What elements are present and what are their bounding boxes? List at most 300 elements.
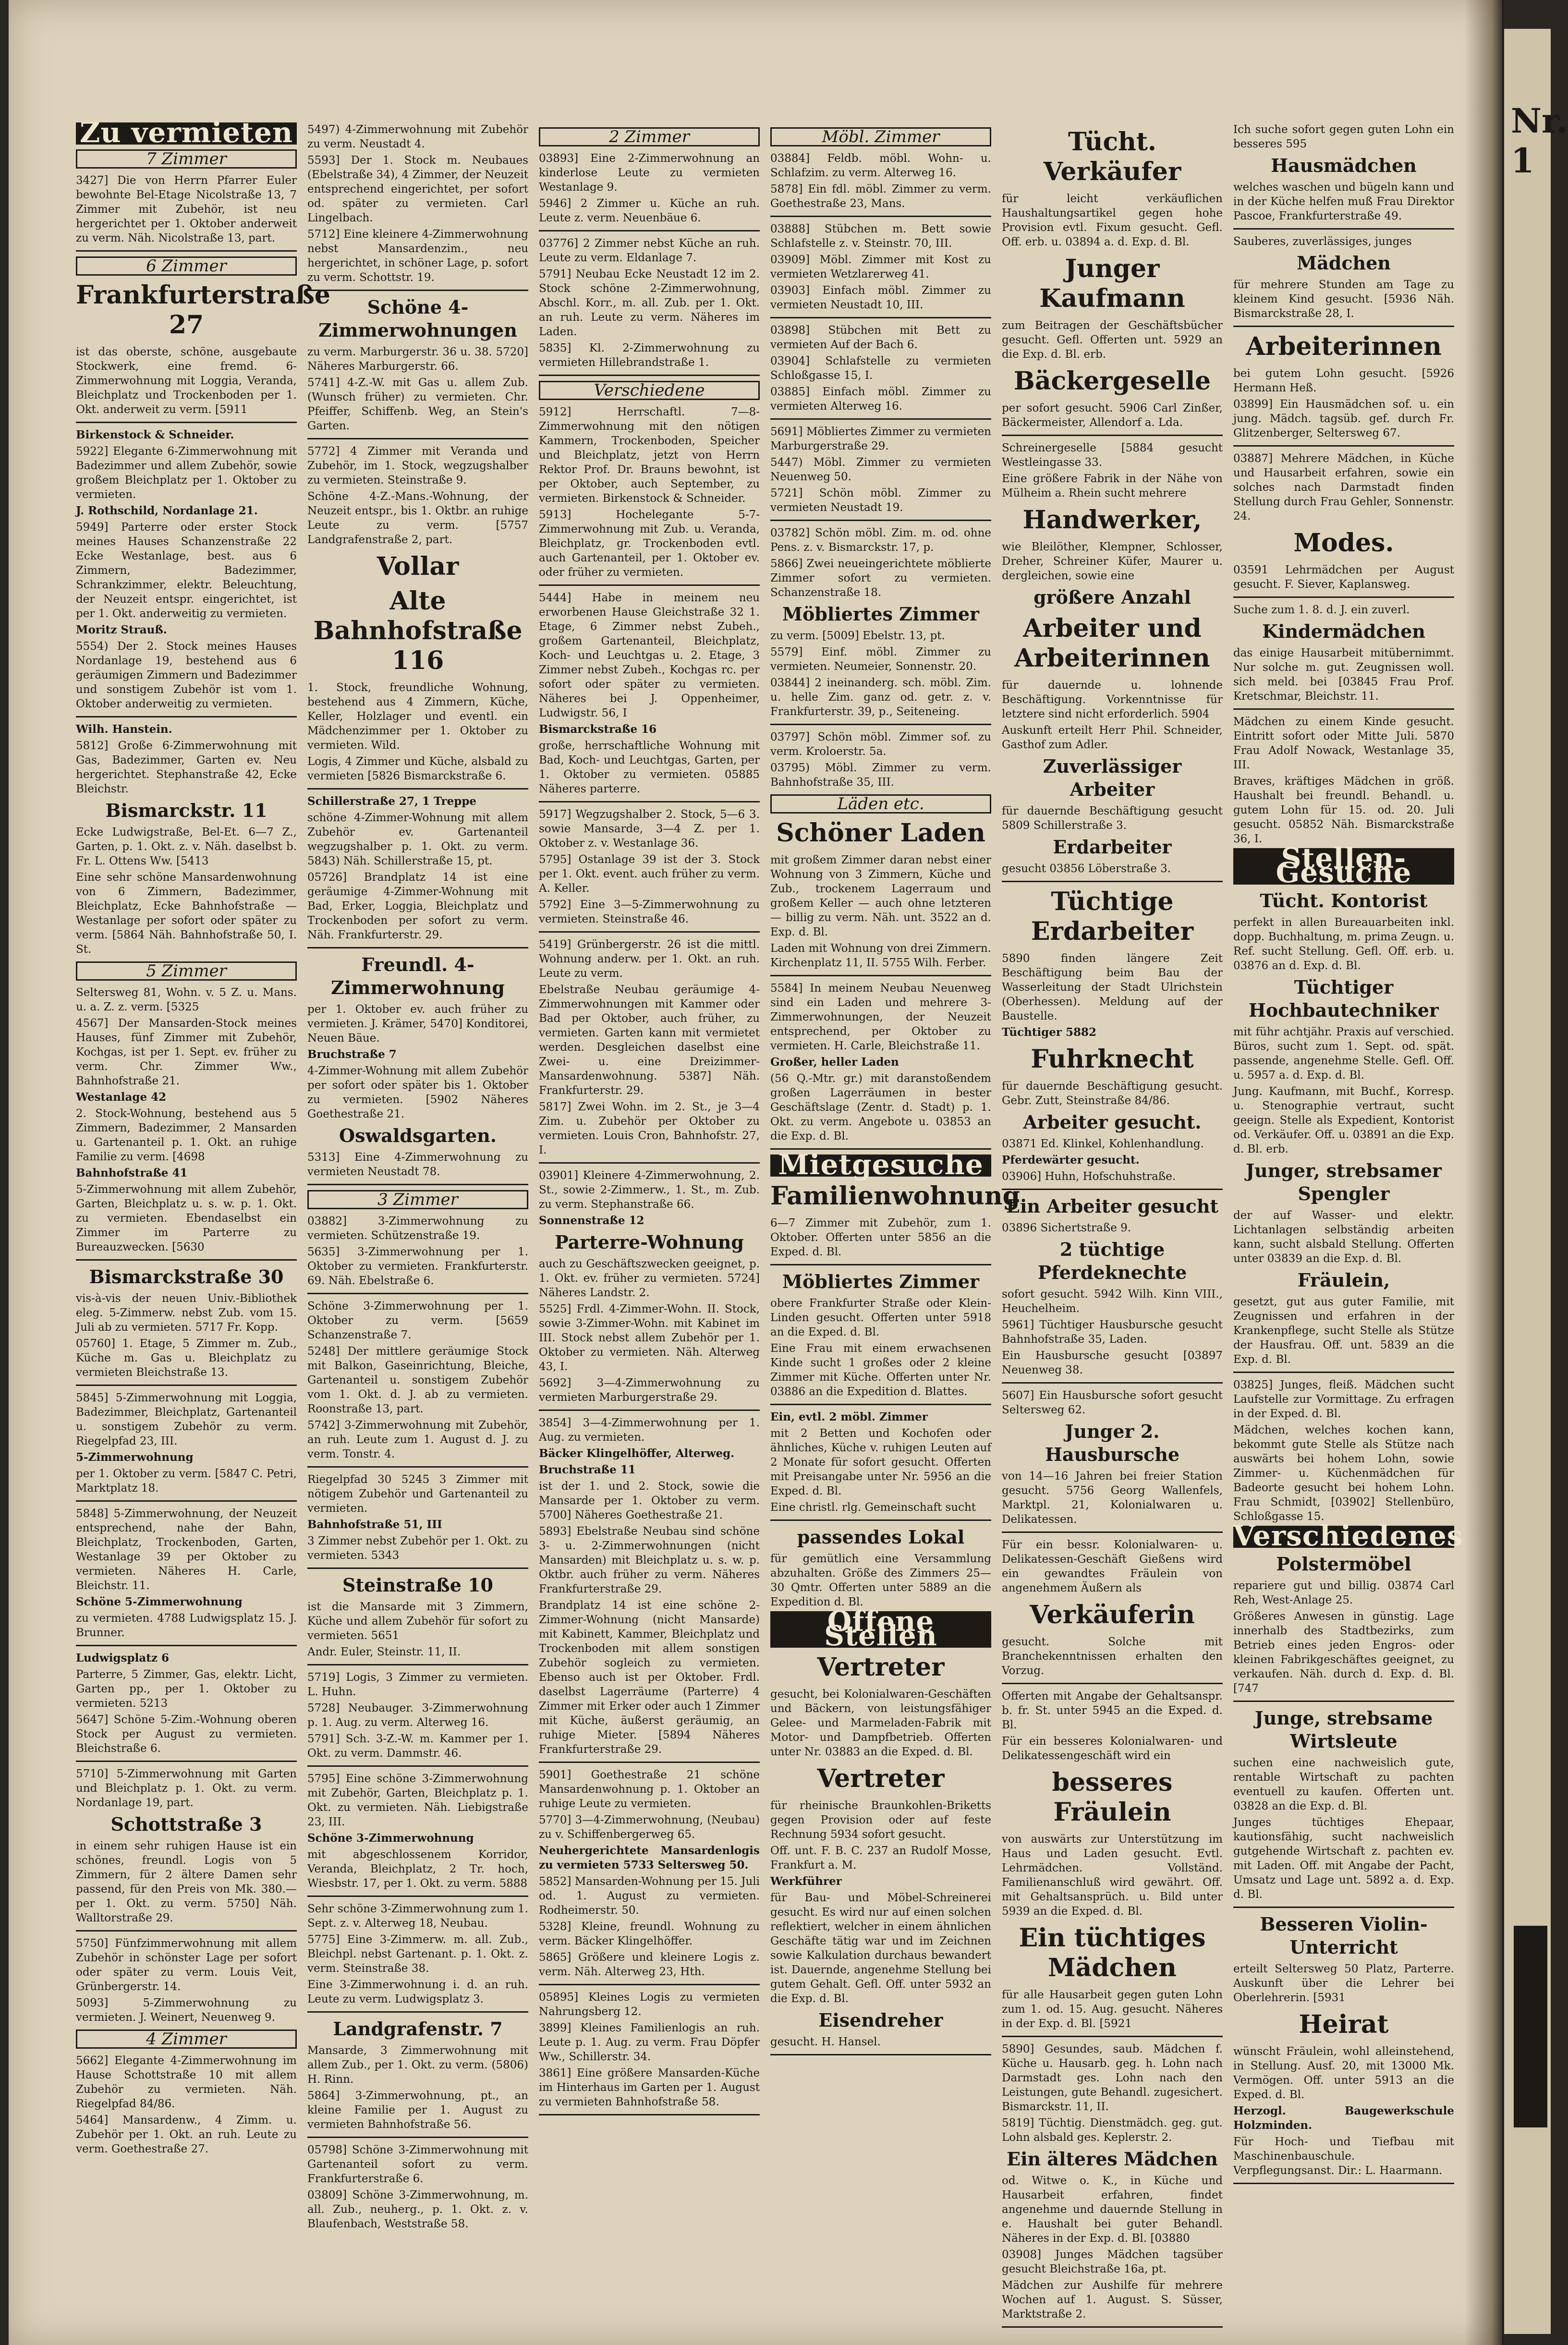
ad-bold-line: Bahnhofstraße 51, III xyxy=(307,1518,442,1531)
divider xyxy=(539,931,760,933)
divider xyxy=(1233,445,1454,447)
ad-text: suchen eine nachweislich gute, rentable Wirtschaft zu pachten eventuell zu kaufen. Offerten unt. 03828 an die Exp. d. Bl. xyxy=(1233,1757,1454,1812)
ad-text: Eine größere Fabrik in der Nähe von Mülheim a. Rhein sucht mehrere xyxy=(1002,473,1223,499)
ad-text: bei gutem Lohn gesucht. [5926 Hermann Heß. xyxy=(1233,367,1454,394)
ad-headline: Bäckergeselle xyxy=(1013,366,1211,396)
divider xyxy=(76,422,297,423)
ad-text: 03591 Lehrmädchen per August gesucht. F. Siever, Kaplansweg. xyxy=(1233,564,1454,591)
ad-text: 5791] Neubau Ecke Neustadt 12 im 2. Stock schöne 2-Zimmerwohnung, Abschl. Korr., m. all. Zub. per 1. Okt. an ruh. Leute zu verm. Näheres im Laden. xyxy=(539,268,760,338)
ad-text: per 1. Oktober zu verm. [5847 C. Petri, Marktplatz 18. xyxy=(76,1468,297,1494)
adjacent-page-edge xyxy=(1504,29,1568,2334)
ad-text: Sehr schöne 3-Zimmerwohnung zum 1. Sept. z. v. Alterweg 18, Neubau. xyxy=(307,1903,528,1930)
ad-text: ist das oberste, schöne, ausgebaute Stockwerk, eine fremd. 6-Zimmerwohnung mit Loggia, Veranda, Bleichplatz und Trockenboden per 1. Okt. anderweit zu verm. [5911 xyxy=(76,346,297,416)
ad-subheadline: Schöne 4-Zimmerwohnungen xyxy=(318,296,517,341)
divider xyxy=(770,724,991,725)
ad-subheadline: Besseren Violin-Unterricht xyxy=(1260,1913,1428,1958)
ad-subheadline: Möbliertes Zimmer xyxy=(782,603,980,625)
ad-text: 5447) Möbl. Zimmer zu vermieten Neuenweg 50. xyxy=(770,456,991,483)
ad-text: 5845] 5-Zimmerwohnung mit Loggia, Badezimmer, Bleichplatz, Gartenanteil u. sonstigem Zubehör zu verm. Riegelpfad 23, III. xyxy=(76,1392,297,1447)
ad-subheadline: Arbeiter gesucht. xyxy=(1023,1111,1202,1133)
divider xyxy=(770,2054,991,2055)
ad-text: 4-Zimmer-Wohnung mit allem Zubehör per sofort oder später bis 1. Oktober zu vermieten. [5902 Näheres Goethestraße 21. xyxy=(307,1065,528,1120)
ad-headline: Arbeiterinnen xyxy=(1246,332,1442,361)
ad-text: 03825] Junges, fleiß. Mädchen sucht Laufstelle zur Vormittage. Zu erfragen in der Exped. d. Bl. xyxy=(1233,1379,1454,1420)
ad-text: zu verm. Marburgerstr. 36 u. 38. 5720] Näheres Marburgerstr. 66. xyxy=(307,346,528,373)
ad-text: Ich suche sofort gegen guten Lohn ein besseres 595 xyxy=(1233,123,1454,150)
ad-subheadline: Zuverlässiger Arbeiter xyxy=(1043,755,1182,800)
ad-headline: Vertreter xyxy=(817,1764,945,1793)
divider xyxy=(1002,881,1223,882)
ad-text: 03844] 2 ineinanderg. sch. möbl. Zim. u. helle Zim. ganz od. getr. z. v. Frankfurterstr. 39, p., Seiteneing. xyxy=(770,677,991,718)
ad-text: 2. Stock-Wohnung, bestehend aus 5 Zimmern, Badezimmer, 2 Mansarden u. Gartenanteil p. 1. Okt. an ruhige Familie zu verm. [4698 xyxy=(76,1107,297,1163)
ad-subheadline: 2 tüchtige Pferdeknechte xyxy=(1037,1239,1187,1283)
divider xyxy=(1233,2183,1454,2184)
ad-text: 5525] Frdl. 4-Zimmer-Wohn. II. Stock, sowie 3-Zimmer-Wohn. mit Kabinet im III. Stock nebst allem Zubehör per 1. Oktober zu vermieten. Näh. Alterweg 43, I. xyxy=(539,1303,760,1373)
ad-text: 5248] Der mittlere geräumige Stock mit Balkon, Gaseinrichtung, Bleiche, Gartenanteil u. sonstigem Zubehör vom 1. Okt. d. J. ab zu vermieten. Roonstraße 13, part. xyxy=(307,1345,528,1415)
ad-text: 3427] Die von Herrn Pfarrer Euler bewohnte Bel-Etage Nicolstraße 13, 7 Zimmer mit Zubehör, ist neu hergerichtet per 1. Oktober anderweit zu verm. Näh. Nicolstraße 13, part. xyxy=(76,174,297,244)
ad-bold-line: Neuhergerichtete Mansardenlogis zu vermieten 5733 Seltersweg 50. xyxy=(539,1844,760,1871)
ad-subheadline: Erdarbeiter xyxy=(1053,836,1172,858)
ad-text: Größeres Anwesen in günstig. Lage innerhalb des Stadtbezirks, zum Betrieb eines jeden Engros- oder kleinen Fabrikgeschäftes geeignet, zu verkaufen. Näh. durch d. Exp. d. Bl. [747 xyxy=(1233,1610,1454,1695)
ad-text: 5922] Elegante 6-Zimmerwohnung mit Badezimmer und allem Zubehör, sowie großem Bleichplatz per 1. Oktober zu vermieten. xyxy=(76,445,297,501)
divider xyxy=(307,2137,528,2138)
divider xyxy=(770,1264,991,1265)
ad-text: vis-à-vis der neuen Univ.-Bibliothek eleg. 5-Zimmerw. nebst Zub. vom 15. Juli ab zu vermieten. 5717 Fr. Kopp. xyxy=(76,1292,297,1334)
divider xyxy=(1002,1189,1223,1190)
ad-text: zu vermieten. 4788 Ludwigsplatz 15. J. Brunner. xyxy=(76,1612,297,1639)
ad-text: Brandplatz 14 ist eine schöne 2-Zimmer-Wohnung (nicht Mansarde) mit Kabinett, Kammer, Bleichplatz und Trockenboden mit allem sonstigen Zubehör sogleich zu vermieten. Ebenso auch ist per Oktober. Frdl. daselbst Lagerräume (Parterre) 4 Zimmer mit Erker oder auch 1 Zimmer mit Küche, äußerst geräumig, an ruhige Mieter. [5894 Näheres Frankfurterstraße 29. xyxy=(539,1599,760,1756)
ad-bold-line: Wilh. Hanstein. xyxy=(76,723,172,736)
ad-subheadline: Parterre-Wohnung xyxy=(555,1231,744,1253)
page-gutter xyxy=(1465,0,1503,2345)
ad-headline: Vertreter xyxy=(817,1652,945,1682)
ad-text: wie Bleilöther, Klempner, Schlosser, Dreher, Schreiner Küfer, Maurer u. dergleichen, sowie eine xyxy=(1002,541,1223,582)
ad-bold-line: Großer, heller Laden xyxy=(770,1056,899,1069)
ad-text: für dauernde Beschäftigung gesucht. Gebr. Zutt, Steinstraße 84/86. xyxy=(1002,1080,1223,1107)
ad-subheadline: passendes Lokal xyxy=(797,1526,965,1548)
ad-text: Logis, 4 Zimmer und Küche, alsbald zu vermieten [5826 Bismarckstraße 6. xyxy=(307,755,528,782)
ad-text: 5093] 5-Zimmerwohnung zu vermieten. J. Weinert, Neuenweg 9. xyxy=(76,1997,297,2024)
section-heading: Verschiedenes xyxy=(1233,1519,1463,1552)
ad-subheadline: Ein älteres Mädchen xyxy=(1007,2148,1218,2170)
ad-text: 5464] Mansardenw., 4 Zimm. u. Zubehör per 1. Okt. an ruh. Leute zu verm. Goethestraße 27. xyxy=(76,2114,297,2155)
ad-text: 5949] Parterre oder erster Stock meines Hauses Schanzenstraße 22 Ecke Westanlage, best. aus 6 Zimmern, Badezimmer, Schrankzimmer, elektr. Beleuchtung, der Neuzeit entspr. eingerichtet, ist per 1. Okt. anderweitig zu vermieten. xyxy=(76,521,297,620)
divider xyxy=(770,317,991,318)
ad-text: Jung. Kaufmann, mit Buchf., Korresp. u. Stenographie vertraut, sucht geeign. Stelle als Expedient, Kontorist od. Verkäufer. Off. u. 03891 an die Exp. d. Bl. erb. xyxy=(1233,1085,1454,1155)
ad-text: 03899] Ein Hausmädchen sof. u. ein jung. Mädch. tagsüb. gef. durch Fr. Glitzenberger, Seltersweg 67. xyxy=(1233,398,1454,439)
ad-text: das einige Hausarbeit mitübernimmt. Nur solche m. gut. Zeugnissen woll. sich meld. bei [03845 Frau Prof. Kretschmar, Bleichstr. 11. xyxy=(1233,647,1454,703)
divider xyxy=(770,216,991,217)
ad-text: Offerten mit Angabe der Gehaltsanspr. b. fr. St. unter 5945 an die Exped. d. Bl. xyxy=(1002,1690,1223,1731)
category-heading: 4 Zimmer xyxy=(76,2029,297,2049)
ad-subheadline: Ein Arbeiter gesucht xyxy=(1006,1195,1218,1217)
ad-text: für rheinische Braunkohlen-Briketts gegen Provision oder auf feste Rechnung 5934 sofort gesucht. xyxy=(770,1799,991,1841)
category-heading: 2 Zimmer xyxy=(539,127,760,146)
ad-text: 5719] Logis, 3 Zimmer zu vermieten. L. Huhn. xyxy=(307,1671,528,1698)
ad-text: 5812] Große 6-Zimmerwohnung mit Gas, Badezimmer, Garten ev. Neu hergerichtet. Stephanstraße 42, Ecke Bleichstr. xyxy=(76,740,297,795)
ad-text: ist die Mansarde mit 3 Zimmern, Küche und allem Zubehör für sofort zu vermieten. 5651 xyxy=(307,1601,528,1642)
ad-text: Eine sehr schöne Mansardenwohnung von 6 Zimmern, Badezimmer, Bleichplatz, Ecke Bahnhofstraße — Westanlage per sofort oder später zu verm. [5864 Näh. Bahnhofstraße 50, I. St. xyxy=(76,871,297,956)
category-heading: 7 Zimmer xyxy=(76,149,297,169)
ad-text: 5593] Der 1. Stock m. Neubaues (Ebelstraße 34), 4 Zimmer, der Neuzeit entsprechend eingerichtet, per sofort od. später zu vermieten. Carl Lingelbach. xyxy=(307,154,528,224)
ad-text: Für Hoch- und Tiefbau mit Maschinenbauschule. Verpflegungsanst. Dir.: L. Haarmann. xyxy=(1233,2136,1454,2177)
divider xyxy=(76,250,297,252)
section-heading: Stellen-Gesuche xyxy=(1233,848,1454,885)
divider xyxy=(1233,326,1454,327)
ad-text: per sofort gesucht. 5906 Carl Zinßer, Bäckermeister, Allendorf a. Lda. xyxy=(1002,402,1223,429)
adjacent-page-black-block xyxy=(1514,1926,1547,2127)
ad-headline: Handwerker, xyxy=(1022,505,1202,535)
ad-text: 5721] Schön möbl. Zimmer zu vermieten Neustadt 19. xyxy=(770,487,991,514)
divider xyxy=(307,788,528,790)
divider xyxy=(307,290,528,291)
ad-bold-line: 5-Zimmerwohnung xyxy=(76,1451,194,1464)
ad-headline: Tücht. Verkäufer xyxy=(1043,127,1181,186)
ad-text: gesetzt, gut aus guter Familie, mit Zeugnissen und erfahren in der Krankenpflege, sucht Stelle als Stütze der Hausfrau. Off. unt. 5839 an die Exp. d. Bl. xyxy=(1233,1296,1454,1366)
ad-text: 05760] 1. Etage, 5 Zimmer m. Zub., Küche m. Gas u. Bleichplatz zu vermieten Bleichstraße 13. xyxy=(76,1337,297,1379)
divider xyxy=(307,947,528,948)
ad-subheadline: Oswaldsgarten. xyxy=(339,1125,497,1146)
divider xyxy=(539,801,760,802)
ad-text: 5913] Hochelegante 5-7-Zimmerwohnung mit Zub. u. Veranda, Bleichplatz, gr. Trockenboden evtl. auch Gartenanteil, per 1. Oktober ev. oder früher zu vermieten. xyxy=(539,509,760,579)
ad-text: 05895] Kleines Logis zu vermieten Nahrungsberg 12. xyxy=(539,1991,760,2018)
divider xyxy=(76,1385,297,1386)
ad-bold-line: Birkenstock & Schneider. xyxy=(76,428,234,441)
category-heading: Möbl. Zimmer xyxy=(770,127,991,146)
divider xyxy=(539,1162,760,1164)
ad-subheadline: Bismarckstr. 11 xyxy=(105,800,267,821)
ad-subheadline: Hausmädchen xyxy=(1271,155,1417,176)
ad-text: 03885] Einfach möbl. Zimmer zu vermieten Alterweg 16. xyxy=(770,386,991,413)
ad-bold-line: Ludwigsplatz 6 xyxy=(76,1652,169,1665)
ad-text: 5890] Gesundes, saub. Mädchen f. Küche u. Hausarb. geg. h. Lohn nach Darmstadt ges. Lohn nach den Leistungen, gute Behandl. zugesichert. Bismarckstr. 11, II. xyxy=(1002,2043,1223,2113)
divider xyxy=(76,716,297,717)
ad-text: 5497) 4-Zimmerwohnung mit Zubehör zu verm. Neustadt 4. xyxy=(307,123,528,150)
divider xyxy=(770,1404,991,1405)
divider xyxy=(76,1930,297,1932)
ad-text: 03797] Schön möbl. Zimmer sof. zu verm. Kroloerstr. 5a. xyxy=(770,731,991,758)
column-2 xyxy=(307,122,528,2303)
ad-text: von 14—16 Jahren bei freier Station gesucht. 5756 Georg Wallenfels, Marktpl. 21, Kolonialwaren u. Delikatessen. xyxy=(1002,1470,1223,1526)
ad-text: 3 Zimmer nebst Zubehör per 1. Okt. zu vermieten. 5343 xyxy=(307,1535,528,1562)
ad-text: 03882] 3-Zimmerwohnung zu vermieten. Schützenstraße 19. xyxy=(307,1215,528,1242)
ad-subheadline: Polstermöbel xyxy=(1276,1553,1411,1575)
category-heading: 5 Zimmer xyxy=(76,961,297,981)
ad-text: mit abgeschlossenem Korridor, Veranda, Bleichplatz, 2 Tr. hoch, Wiesbstr. 17, per 1. Okt. zu verm. 5888 xyxy=(307,1848,528,1890)
ad-headline: Arbeiter und Arbeiterinnen xyxy=(1014,614,1210,673)
ad-subheadline: Eisendreher xyxy=(818,2009,943,2031)
ad-text: obere Frankfurter Straße oder Klein-Linden gesucht. Offerten unter 5918 an die Exped. d. Bl. xyxy=(770,1297,991,1338)
ad-text: 5772] 4 Zimmer mit Veranda und Zubehör, im 1. Stock, wegzugshalber zu vermieten. Steinstraße 9. xyxy=(307,445,528,486)
divider xyxy=(76,1645,297,1646)
divider xyxy=(307,1895,528,1897)
ad-subheadline: Junger, strebsamer Spengler xyxy=(1246,1160,1442,1204)
ad-text: Junges tüchtiges Ehepaar, kautionsfähig, sucht nachweislich gutgehende Wirtschaft z. pachten ev. mit Laden. Off. mit Angabe der Pacht, Umsatz und Lage unt. 5892 a. d. Exp. d. Bl. xyxy=(1233,1816,1454,1901)
divider xyxy=(1002,2326,1223,2328)
ad-bold-line: Tüchtiger 5882 xyxy=(1002,1026,1097,1039)
ad-text: Ebelstraße Neubau geräumige 4-Zimmerwohnungen mit Kammer oder Bad per Oktober, auch früher, zu vermieten. Garten kann mit vermietet werden. Desgleichen daselbst eine Zwei- u. eine Dreizimmer-Mansardenwohnung. 5387] Näh. Frankfurterstr. 29. xyxy=(539,984,760,1097)
ad-bold-line: J. Rothschild, Nordanlage 21. xyxy=(76,504,258,517)
ad-text: 5795] Ostanlage 39 ist der 3. Stock per 1. Okt. event. auch früher zu verm. A. Keller. xyxy=(539,853,760,895)
ad-text: Ecke Ludwigstraße, Bel-Et. 6—7 Z., Garten, p. 1. Okt. z. v. Näh. daselbst b. Fr. L. Ottens Ww. [5413 xyxy=(76,826,297,867)
ad-bold-line: Bismarckstraße 16 xyxy=(539,723,657,736)
ad-text: 5728] Neubauger. 3-Zimmerwohnung p. 1. Aug. zu verm. Alterweg 16. xyxy=(307,1702,528,1729)
ad-headline: Schöner Laden xyxy=(776,818,985,848)
divider xyxy=(1233,228,1454,230)
column-6 xyxy=(1233,122,1463,2303)
divider xyxy=(770,975,991,976)
ad-text: 03871 Ed. Klinkel, Kohlenhandlung. xyxy=(1002,1138,1204,1150)
divider xyxy=(770,1519,991,1521)
category-heading: Läden etc. xyxy=(770,794,991,814)
ad-subheadline: Landgrafenstr. 7 xyxy=(333,2018,503,2040)
ad-text: mit großem Zimmer daran nebst einer Wohnung von 3 Zimmern, Küche und Zub., trockenem Lagerraum und großem Keller — auch ohne letzteren — billig zu verm. Näh. unt. 3522 an d. Exp. d. Bl. xyxy=(770,854,991,938)
ad-text: für alle Hausarbeit gegen guten Lohn zum 1. od. 15. Aug. gesucht. Näheres in der Exp. d. Bl. [5921 xyxy=(1002,1989,1223,2030)
ad-headline: Ein tüchtiges Mädchen xyxy=(1019,1923,1206,1982)
ad-text: Mädchen zu einem Kinde gesucht. Eintritt sofort oder Mitte Juli. 5870 Frau Adolf Nowack, Westanlage 35, III. xyxy=(1233,716,1454,771)
ad-headline: Modes. xyxy=(1293,528,1394,558)
ad-bold-line: Schöne 3-Zimmerwohnung xyxy=(307,1832,474,1845)
divider xyxy=(770,418,991,420)
ad-bold-line: Schillerstraße 27, 1 Treppe xyxy=(307,795,477,808)
ad-text: 5819] Tüchtig. Dienstmädch. geg. gut. Lohn alsbald ges. Keplerstr. 2. xyxy=(1002,2117,1223,2144)
ad-text: 5792] Eine 3—5-Zimmerwohnung zu vermieten. Steinstraße 46. xyxy=(539,899,760,925)
ad-text: 5741] 4-Z.-W. mit Gas u. allem Zub. (Wunsch früher) zu vermieten. Chr. Pfeiffer, Schiffenb. Weg, an Stein's Garten. xyxy=(307,377,528,432)
ad-text: 5750] Fünfzimmerwohnung mit allem Zubehör in schönster Lage per sofort oder später zu verm. Louis Veit, Grünbergerstr. 14. xyxy=(76,1937,297,1993)
divider xyxy=(307,1466,528,1468)
ad-subheadline: größere Anzahl xyxy=(1033,586,1191,608)
ad-text: zu verm. [5009] Ebelstr. 13, pt. xyxy=(770,630,945,642)
divider xyxy=(307,438,528,439)
ad-bold-line: Bahnhofstraße 41 xyxy=(76,1166,188,1179)
ad-text: Braves, kräftiges Mädchen in größ. Haushalt bei freundl. Behandl. u. gutem Lohn für 15. od. 20. Juli gesucht. 05852 Näh. Bismarckstraße 36, I. xyxy=(1233,775,1454,845)
ad-text: zum Beitragen der Geschäftsbücher gesucht. Gefl. Offerten unt. 5929 an die Exp. d. Bl. erb. xyxy=(1002,319,1223,361)
divider xyxy=(539,584,760,586)
ad-text: Parterre, 5 Zimmer, Gas, elektr. Licht, Garten pp., per 1. Oktober zu vermieten. 5213 xyxy=(76,1668,297,1710)
adjacent-page-masthead: Nr. 1 xyxy=(1511,101,1568,181)
divider xyxy=(1233,1372,1454,1373)
ad-subheadline: Kindermädchen xyxy=(1262,620,1425,642)
ad-headline: Frankfurterstraße 27 xyxy=(76,280,330,340)
section-heading: Zu vermieten xyxy=(76,122,297,145)
ad-text: für gemütlich eine Versammlung abzuhalten. Größe des Zimmers 25—30 Qmtr. Offerten unter 5889 an die Expedition d. Bl. xyxy=(770,1553,991,1608)
divider xyxy=(1002,1531,1223,1533)
ad-text: 03908] Junges Mädchen tagsüber gesucht Bleichstraße 16a, pt. xyxy=(1002,2248,1223,2275)
ad-headline: Verkäuferin xyxy=(1030,1600,1195,1629)
divider xyxy=(539,1984,760,1985)
ad-text: gesucht 03856 Löberstraße 3. xyxy=(1002,863,1171,875)
ad-text: gesucht. Solche mit Branchekenntnissen erhalten den Vorzug. xyxy=(1002,1636,1223,1677)
ad-text: 5852] Mansarden-Wohnung per 15. Juli od. 1. August zu vermieten. Rodheimerstr. 50. xyxy=(539,1875,760,1917)
ad-text: 03795) Möbl. Zimmer zu verm. Bahnhofstraße 35, III. xyxy=(770,762,991,789)
ad-bold-line: Sonnenstraße 12 xyxy=(539,1214,644,1227)
ad-text: erteilt Seltersweg 50 Platz, Parterre. Auskunft über die Lehrer bei Oberlehrerin. [5931 xyxy=(1233,1963,1454,2004)
ad-text: Ein Hausbursche gesucht [03897 Neuenweg 38. xyxy=(1002,1349,1223,1376)
ad-text: von auswärts zur Unterstützung im Haus und Laden gesucht. Evtl. Lehrmädchen. Vollständ. Familienanschluß wird gewährt. Off. mit Gehaltsansprüch. u. Bild unter 5939 an die Exped. d. Bl. xyxy=(1002,1833,1223,1918)
ad-text: Schöne 3-Zimmerwohnung per 1. Oktober zu verm. [5659 Schanzenstraße 7. xyxy=(307,1300,528,1341)
ad-text: Andr. Euler, Steinstr. 11, II. xyxy=(307,1646,461,1658)
ad-subheadline: Freundl. 4-Zimmerwohnung xyxy=(331,954,505,998)
ad-text: per 1. Oktober ev. auch früher zu vermieten. J. Krämer, 5470] Konditorei, Neuen Bäue. xyxy=(307,1003,528,1045)
divider xyxy=(539,2114,760,2115)
ad-text: 03906] Huhn, Hofschuhstraße. xyxy=(1002,1170,1176,1183)
ad-text: Riegelpfad 30 5245 3 Zimmer mit nötigem Zubehör und Gartenanteil zu vermieten. xyxy=(307,1473,528,1515)
columns-container xyxy=(76,116,1463,2321)
ad-bold-line: Bäcker Klingelhöffer, Alterweg. xyxy=(539,1447,735,1460)
ad-text: 6—7 Zimmer mit Zubehör, zum 1. Oktober. Offerten unter 5856 an die Exped. d. Bl. xyxy=(770,1217,991,1258)
ad-headline: Alte Bahnhofstraße 116 xyxy=(313,586,523,675)
ad-text: Eine christl. rlg. Gemeinschaft sucht xyxy=(770,1501,976,1514)
ad-text: 5917] Wegzugshalber 2. Stock, 5—6 3. sowie Mansarde, 3—4 Z. per 1. Oktober z. v. Westanlage 36. xyxy=(539,808,760,850)
ad-text: Für ein besseres Kolonialwaren- und Delikatessengeschäft wird ein xyxy=(1002,1735,1223,1762)
ad-text: 5893] Ebelstraße Neubau sind schöne 3- u. 2-Zimmerwohnungen (nicht Mansarden) mit Bleichplatz u. s. w. p. Oktbr. auch früher zu verm. Näheres Frankfurterstraße 29. xyxy=(539,1525,760,1595)
ad-headline: Heirat xyxy=(1299,2010,1389,2039)
ad-text: mit 2 Betten und Kochofen oder ähnliches, Küche v. ruhigen Leuten auf 2 Monate für sofort gesucht. Offerten mit Preisangabe unter Nr. 5956 an die Exped. d. Bl. xyxy=(770,1427,991,1497)
ad-text: mit führ achtjähr. Praxis auf verschied. Büros, sucht zum 1. Sept. od. spät. passende, angenehme Stelle. Gefl. Off. u. 5957 a. d. Exp. d. Bl. xyxy=(1233,1026,1454,1081)
ad-subheadline: Junger 2. Hausbursche xyxy=(1045,1421,1180,1465)
ad-text: 5848] 5-Zimmerwohnung, der Neuzeit entsprechend, nahe der Bahn, Bleichplatz, Trockenboden, Garten, Westanlage 39 per Oktober zu vermieten. Näheres H. Carle, Bleichstr. 11. xyxy=(76,1507,297,1592)
ad-text: ist der 1. und 2. Stock, sowie die Mansarde per 1. Oktober zu verm. 5700] Näheres Goethestraße 21. xyxy=(539,1480,760,1521)
ad-subheadline: Tüchtiger Hochbautechniker xyxy=(1249,976,1439,1021)
ad-text: perfekt in allen Bureauarbeiten inkl. dopp. Buchhaltung, m. prima Zeugn. u. Ref. sucht Stellung. Gefl. Off. erb. u. 03876 an d. Exp. d. Bl. xyxy=(1233,916,1454,972)
ad-headline: Vollar xyxy=(377,552,459,581)
ad-text: 5712] Eine kleinere 4-Zimmerwohnung nebst Mansardenzim., neu hergerichtet, in schöner Lage, p. sofort zu verm. Schottstr. 19. xyxy=(307,228,528,284)
ad-subheadline: Steinstraße 10 xyxy=(342,1574,493,1596)
divider xyxy=(539,375,760,376)
divider xyxy=(1233,1701,1454,1702)
ad-text: Sauberes, zuverlässiges, junges xyxy=(1233,235,1412,248)
ad-text: 5791] Sch. 3-Z.-W. m. Kammer per 1. Okt. zu verm. Dammstr. 46. xyxy=(307,1733,528,1760)
newspaper-page xyxy=(9,0,1502,2345)
ad-text: 5742] 3-Zimmerwohnung mit Zubehör, an ruh. Leute zum 1. August d. J. zu verm. Tonstr. 4. xyxy=(307,1419,528,1460)
ad-text: 5-Zimmerwohnung mit allem Zubehör, Garten, Bleichplatz u. s. w. p. 1. Okt. zu vermieten. Ebendaselbst ein Zimmer im Parterre zu Bureauzwecken. [5630 xyxy=(76,1183,297,1253)
ad-bold-line: Schöne 5-Zimmerwohnung xyxy=(76,1595,243,1608)
ad-bold-line: Werkführer xyxy=(770,1875,842,1888)
ad-text: Eine 3-Zimmerwohnung i. d. an ruh. Leute zu verm. Ludwigsplatz 3. xyxy=(307,1979,528,2005)
ad-text: 1. Stock, freundliche Wohnung, bestehend aus 4 Zimmern, Küche, Keller, Holzlager und eventl. ein Mädchenzimmer per 1. Oktober zu vermieten. Wild. xyxy=(307,681,528,752)
ad-text: 3899] Kleines Familienlogis an ruh. Leute p. 1. Aug. zu verm. Frau Döpfer Ww., Schillerstr. 34. xyxy=(539,2022,760,2063)
ad-text: 5647] Schöne 5-Zim.-Wohnung oberen Stock per August zu vermieten. Bleichstraße 6. xyxy=(76,1713,297,1755)
column-1 xyxy=(76,116,330,2303)
ad-text: für dauernde u. lohnende Beschäftigung. Vorkenntnisse für letztere sind nicht erforderlich. 5904 xyxy=(1002,679,1223,720)
ad-text: Off. unt. F. B. C. 237 an Rudolf Mosse, Frankfurt a. M. xyxy=(770,1845,991,1871)
ad-text: auch zu Geschäftszwecken geeignet, p. 1. Okt. ev. früher zu vermieten. 5724] Näheres Landstr. 2. xyxy=(539,1258,760,1299)
ad-text: 5912] Herrschaftl. 7—8-Zimmerwohnung mit den nötigen Kammern, Trockenboden, Speicher und Bleichplatz, jetzt von Herrn Rektor Prof. Dr. Brauns bewohnt, ist per Oktober, auch September, zu vermieten. Birkenstock & Schneider. xyxy=(539,406,760,505)
ad-subheadline: Mädchen xyxy=(1297,252,1391,274)
ad-text: welches waschen und bügeln kann und in der Küche helfen muß Frau Direktor Pascoe, Frankfurterstraße 49. xyxy=(1233,181,1454,222)
ad-text: 5662] Elegante 4-Zimmerwohnung im Hause Schottstraße 10 mit allem Zubehör zu vermieten. Näh. Riegelpfad 84/86. xyxy=(76,2054,297,2110)
ad-text: od. Witwe o. K., in Küche und Hausarbeit erfahren, findet angenehme und dauernde Stellung in e. Haushalt bei guter Behandl. Näheres in der Exp. d. Bl. [03880 xyxy=(1002,2175,1223,2245)
ad-text: repariere gut und billig. 03874 Carl Reh, West-Anlage 25. xyxy=(1233,1580,1454,1606)
ad-text: Mädchen zur Aushilfe für mehrere Wochen auf 1. August. S. Süsser, Marktstraße 2. xyxy=(1002,2279,1223,2321)
ad-text: 3854] 3—4-Zimmerwohnung per 1. Aug. zu vermieten. xyxy=(539,1417,760,1444)
ad-subheadline: Bismarckstraße 30 xyxy=(89,1266,284,1288)
divider xyxy=(1233,708,1454,710)
ad-text: Auskunft erteilt Herr Phil. Schneider, Gasthof zum Adler. xyxy=(1002,724,1223,751)
ad-text: sofort gesucht. 5942 Wilh. Kinn VIII., Heuchelheim. xyxy=(1002,1288,1223,1315)
category-heading: Verschiedene xyxy=(539,381,760,400)
ad-text: für leicht verkäuflichen Haushaltungsartikel gegen hohe Provision evtl. Fixum gesucht. Gefl. Off. erb. u. 03894 a. d. Exp. d. Bl. xyxy=(1002,193,1223,248)
column-4 xyxy=(770,122,1020,2303)
category-heading: 6 Zimmer xyxy=(76,256,297,276)
category-heading: 3 Zimmer xyxy=(307,1190,528,1209)
ad-text: für mehrere Stunden am Tage zu kleinem Kind gesucht. [5936 Näh. Bismarckstraße 28, I. xyxy=(1233,279,1454,320)
ad-text: 5579] Einf. möbl. Zimmer zu vermieten. Neumeier, Sonnenstr. 20. xyxy=(770,646,991,673)
ad-text: 03893] Eine 2-Zimmerwohnung an kinderlose Leute zu vermieten Westanlage 9. xyxy=(539,152,760,194)
ad-text: 5554) Der 2. Stock meines Hauses Nordanlage 19, bestehend aus 6 geräumigen Zimmern und Badezimmer und sonstigem Zubehör ist vom 1. Oktober anderweitig zu vermieten. xyxy=(76,640,297,710)
ad-text: 5328] Kleine, freundl. Wohnung zu verm. Bäcker Klingelhöffer. xyxy=(539,1920,760,1947)
ad-text: 03776] 2 Zimmer nebst Küche an ruh. Leute zu verm. Eldanlage 7. xyxy=(539,237,760,264)
ad-text: große, herrschaftliche Wohnung mit Bad, Koch- und Leuchtgas, Garten, per 1. Oktober zu vermieten. 05885 Näheres parterre. xyxy=(539,740,760,795)
ad-text: 03904] Schlafstelle zu vermieten Schloßgasse 15, I. xyxy=(770,355,991,382)
divider xyxy=(76,1761,297,1762)
ad-subheadline: Tücht. Kontorist xyxy=(1260,890,1428,911)
ad-text: 5835] Kl. 2-Zimmerwohnung zu vermieten Hillebrandstraße 1. xyxy=(539,342,760,369)
ad-text: 05726] Brandplatz 14 ist eine geräumige 4-Zimmer-Wohnung mit Bad, Erker, Loggia, Bleichplatz und Trockenboden per sofort zu verm. Näh. Frankfurterstr. 29. xyxy=(307,871,528,941)
divider xyxy=(539,1762,760,1763)
ad-text: 5692] 3—4-Zimmerwohnung zu vermieten Marburgerstraße 29. xyxy=(539,1377,760,1404)
ad-text: 5691] Möbliertes Zimmer zu vermieten Marburgerstraße 29. xyxy=(770,425,991,452)
divider xyxy=(1002,435,1223,436)
ad-text: 4567] Der Mansarden-Stock meines Hauses, fünf Zimmer mit Zubehör, Kochgas, ist per 1. Sept. ev. früher zu verm. Chr. Zimmer Ww., Bahnhofstraße 21. xyxy=(76,1017,297,1087)
column-3 xyxy=(539,122,760,2303)
ad-text: 5865] Größere und kleinere Logis z. verm. Näh. Alterweg 23, Hth. xyxy=(539,1951,760,1978)
ad-text: Laden mit Wohnung von drei Zimmern. Kirchenplatz 11, II. 5755 Wilh. Ferber. xyxy=(770,942,991,969)
ad-text: 03901] Kleinere 4-Zimmerwohnung, 2. St., sowie 2-Zimmerw., 1. St., m. Zub. zu verm. Stephanstraße 66. xyxy=(539,1169,760,1211)
ad-text: Für ein bessr. Kolonialwaren- u. Delikatessen-Geschäft Gießens wird ein gewandtes Fräulein von angenehmem Äußern als xyxy=(1002,1539,1223,1594)
divider xyxy=(539,230,760,231)
ad-text: Mädchen, welches kochen kann, bekommt gute Stelle als Stütze nach auswärts bei hohem Lohn, sowie Zimmer- u. Küchenmädchen für Badeorte gesucht bei hohem Lohn. Frau Schmidt, [03902] Stellenbüro, Schloßgasse 15. xyxy=(1233,1424,1454,1523)
ad-text: 5901] Goethestraße 21 schöne Mansardenwohnung p. 1. Oktober an ruhige Leute zu vermieten. xyxy=(539,1769,760,1810)
ad-text: 03884] Feldb. möbl. Wohn- u. Schlafzim. zu verm. Alterweg 16. xyxy=(770,152,991,179)
ad-text: 5864] 3-Zimmerwohnung, pt., an kleine Familie per 1. August zu vermieten Bahnhofstraße 56. xyxy=(307,2090,528,2131)
ad-text: 5710] 5-Zimmerwohnung mit Garten und Bleichplatz p. 1. Okt. zu verm. Nordanlage 19, part. xyxy=(76,1768,297,1809)
ad-text: in einem sehr ruhigen Hause ist ein schönes, freundl. Logis von 5 Zimmern, für 2 ältere Damen sehr passend, für den Preis von Mk. 380.— per 1. Okt. zu verm. 5750] Näh. Walltorstraße 29. xyxy=(76,1840,297,1924)
ad-headline: Tüchtige Erdarbeiter xyxy=(1031,887,1194,946)
ad-headline: Junger Kaufmann xyxy=(1039,254,1185,313)
divider xyxy=(1002,2036,1223,2037)
ad-text: für dauernde Beschäftigung gesucht 5809 Schillerstraße 3. xyxy=(1002,805,1223,832)
ad-text: der auf Wasser- und elektr. Lichtanlagen selbständig arbeiten kann, sucht alsbald Stellung. Offerten unter 03839 an die Exp. d. Bl. xyxy=(1233,1209,1454,1265)
divider xyxy=(1002,1683,1223,1684)
ad-text: Schreinergeselle [5884 gesucht Westleingasse 33. xyxy=(1002,442,1223,469)
ad-text: 5890 finden längere Zeit Beschäftigung beim Bau der Wasserleitung der Stadt Ulrichstein (Oberhessen). Meldung auf der Baustelle. xyxy=(1002,952,1223,1022)
ad-text: Eine Frau mit einem erwachsenen Kinde sucht 1 großes oder 2 kleine Zimmer mit Küche. Offerten unter Nr. 03886 an die Expedition d. Blattes. xyxy=(770,1342,991,1398)
ad-bold-line: Bruchstraße 11 xyxy=(539,1463,636,1476)
divider xyxy=(1233,1907,1454,1908)
ad-bold-line: Westanlage 42 xyxy=(76,1091,167,1104)
ad-text: gesucht. H. Hansel. xyxy=(770,2036,881,2048)
ad-text: schöne 4-Zimmer-Wohnung mit allem Zubehör ev. Gartenanteil wegzugshalber p. 1. Okt. zu verm. 5843) Näh. Schillerstraße 15, pt. xyxy=(307,812,528,867)
ad-text: 03782] Schön möbl. Zim. m. od. ohne Pens. z. v. Bismarckstr. 17, p. xyxy=(770,527,991,554)
ad-text: Mansarde, 3 Zimmerwohnung mit allem Zub., per 1. Okt. zu verm. (5806) H. Rinn. xyxy=(307,2044,528,2086)
ad-subheadline: Fräulein, xyxy=(1297,1269,1390,1291)
ad-subheadline: Junge, strebsame Wirtsleute xyxy=(1254,1707,1433,1752)
section-heading: Offene Stellen xyxy=(770,1611,991,1648)
divider xyxy=(76,1259,297,1261)
ad-bold-line: Pferdewärter gesucht. xyxy=(1002,1154,1140,1166)
ad-text: 5444] Habe in meinem neu erworbenen Hause Gleichstraße 32 1. Etage, 6 Zimmer nebst Zubeh., großem Gartenanteil, Bleichplatz, Koch- und Leuchtgas u. 2. Etage, 3 Zimmer nebst Zubeh., Kochgas rc. per sofort oder später zu vermieten. Näheres bei J. Oppenheimer, Ludwigstr. 56, I xyxy=(539,592,760,719)
column-5 xyxy=(1002,122,1223,2321)
divider xyxy=(1002,1382,1223,1384)
ad-text: 05798] Schöne 3-Zimmerwohnung mit Gartenanteil sofort zu verm. Frankfurterstraße 6. xyxy=(307,2144,528,2185)
ad-text: 5795] Eine schöne 3-Zimmerwohnung mit Zubehör, Garten, Bleichplatz p. 1. Okt. zu vermieten. Näh. Liebigstraße 23, III. xyxy=(307,1773,528,1828)
ad-text: (56 Q.-Mtr. gr.) mit daranstoßendem großen Lagerräumen in bester Geschäftslage (Zentr. d. Stadt) p. 1. Okt. zu verm. Angebote u. 03853 an die Exp. d. Bl. xyxy=(770,1072,991,1142)
ad-text: Suche zum 1. 8. d. J. ein zuverl. xyxy=(1233,604,1410,616)
ad-text: 03903] Einfach möbl. Zimmer zu vermieten Neustadt 10, III. xyxy=(770,284,991,311)
divider xyxy=(307,1567,528,1569)
ad-text: 03887] Mehrere Mädchen, in Küche und Hausarbeit erfahren, sowie ein solches nach Darmstadt finden Stellung durch Frau Gehler, Sonnenstr. 24. xyxy=(1233,452,1454,522)
